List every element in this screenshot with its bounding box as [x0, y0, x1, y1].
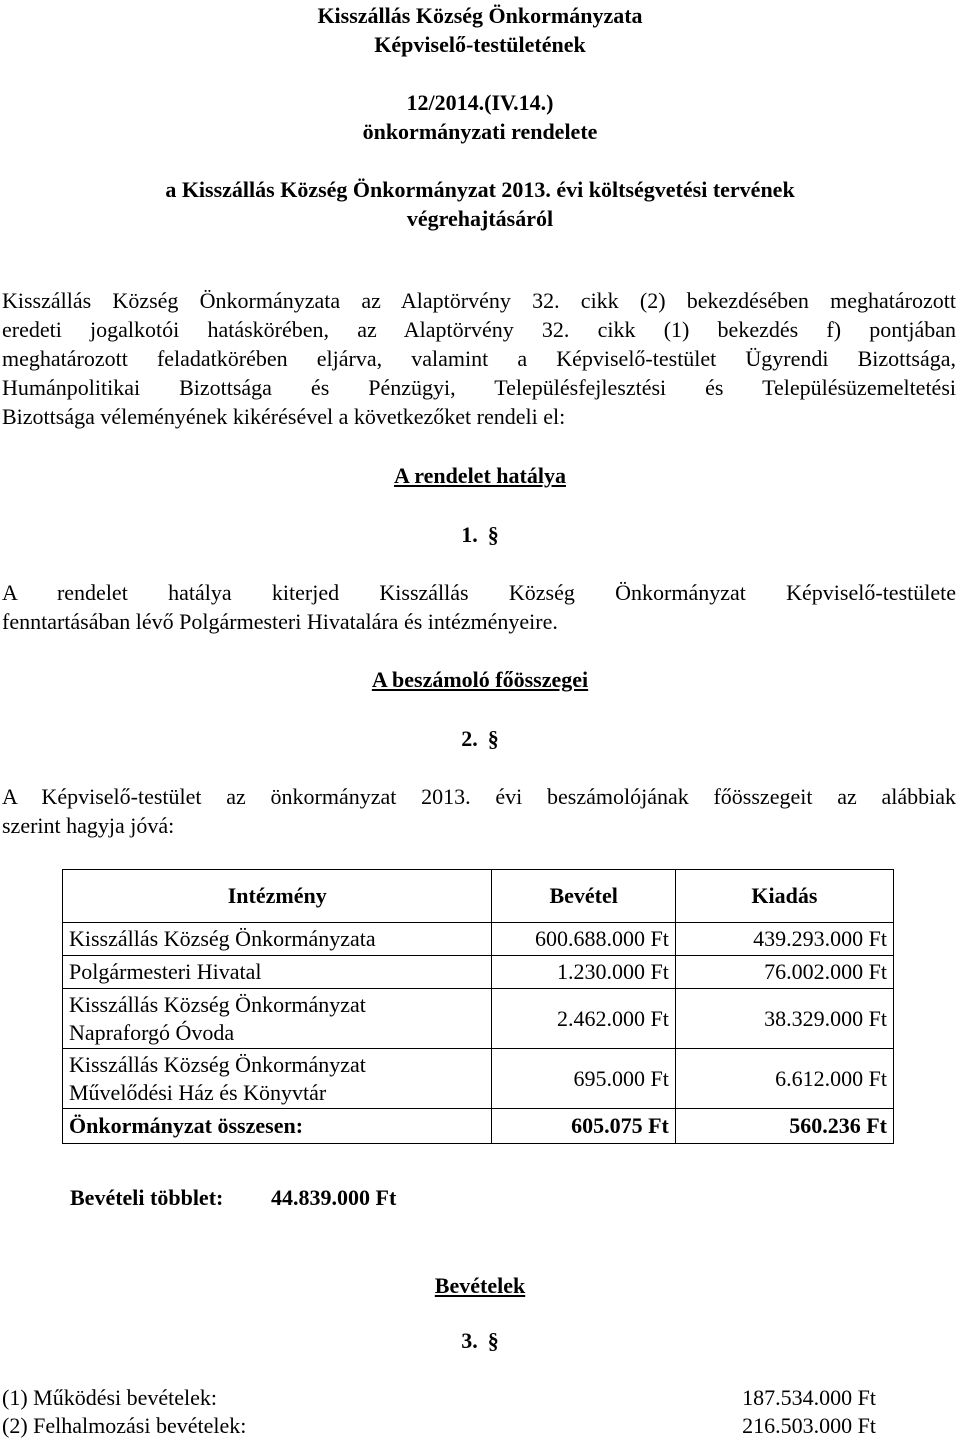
total-income: 605.075 Ft [492, 1109, 675, 1144]
section-2-heading [0, 725, 960, 753]
preamble-line-4: Humánpolitikai Bizottsága és Pénzügyi, Településfejlesztési és Településüzemeltetési [2, 375, 956, 400]
row-income: 2.462.000 Ft [492, 989, 675, 1049]
section-2-line-1: A Képviselő-testület az önkormányzat 2013. évi beszámolójának főösszegeit az alábbiak [2, 784, 956, 809]
section-1-line-2: fenntartásában lévő Polgármesteri Hivatalára és intézményeire. [2, 609, 558, 634]
section-2-number: 2. [461, 726, 478, 751]
section-1-heading [0, 521, 960, 549]
section-1-number: 1. [461, 522, 478, 547]
decree-subject-2: végrehajtásáról [406, 206, 554, 231]
row-expense: 76.002.000 Ft [675, 956, 893, 989]
table-row [63, 1049, 894, 1109]
header-expense: Kiadás [675, 870, 893, 923]
row-expense: 439.293.000 Ft [675, 923, 893, 956]
income-item-label: (2) Felhalmozási bevételek: [2, 1413, 247, 1438]
section-sign-icon: § [487, 726, 499, 751]
section-1-line-1: A rendelet hatálya kiterjed Kisszállás Község Önkormányzat Képviselő-testülete [2, 580, 956, 605]
table-row [63, 989, 894, 1049]
surplus-label: Bevételi többlet: [70, 1185, 224, 1210]
decree-subject-1: a Kisszállás Község Önkormányzat 2013. évi költségvetési tervének [165, 177, 795, 202]
income-item-label: (1) Működési bevételek: [2, 1385, 218, 1410]
preamble-line-5: Bizottsága véleményének kikérésével a következőket rendeli el: [2, 404, 566, 429]
header-income: Bevétel [492, 870, 675, 923]
summary-table [62, 869, 894, 1144]
row-institution [63, 1049, 492, 1109]
income-item-value: 187.534.000 Ft [742, 1385, 876, 1410]
total-expense: 560.236 Ft [675, 1109, 893, 1144]
institution-name: Kisszállás Község Önkormányzata [69, 926, 376, 951]
decree-type: önkormányzati rendelete [362, 119, 598, 144]
preamble-line-3: meghatározott feladatkörében eljárva, valamint a Képviselő-testület Ügyrendi Bizottsága, [2, 346, 956, 371]
institution-name: Kisszállás Község Önkormányzat [69, 1051, 366, 1077]
preamble-line-2: eredeti jogalkotói hatáskörében, az Alaptörvény 32. cikk (1) bekezdés f) pontjában [2, 317, 956, 342]
table-total-row [63, 1109, 894, 1144]
section-3-title: Bevételek [434, 1273, 526, 1298]
income-item-value: 216.503.000 Ft [742, 1413, 876, 1438]
row-institution [63, 989, 492, 1049]
header-line-1: Kisszállás Község Önkormányzata [317, 3, 643, 28]
surplus-value: 44.839.000 Ft [271, 1185, 397, 1210]
row-income: 1.230.000 Ft [492, 956, 675, 989]
row-institution [63, 956, 492, 989]
section-sign-icon: § [487, 522, 499, 547]
table-row [63, 956, 894, 989]
row-income: 695.000 Ft [492, 1049, 675, 1109]
preamble-line-1: Kisszállás Község Önkormányzata az Alaptörvény 32. cikk (2) bekezdésében meghatározott [2, 288, 956, 313]
table-header-row [63, 870, 894, 923]
header-line-2: Képviselő-testületének [374, 32, 586, 57]
section-sign-icon: § [487, 1328, 499, 1353]
section-3-number: 3. [461, 1328, 478, 1353]
section-2-line-2: szerint hagyja jóvá: [2, 813, 175, 838]
institution-subname: Napraforgó Óvoda [69, 1019, 235, 1045]
institution-name: Kisszállás Község Önkormányzat [69, 991, 366, 1017]
section-2-title: A beszámoló főösszegei [371, 667, 589, 692]
row-income: 600.688.000 Ft [492, 923, 675, 956]
row-expense: 38.329.000 Ft [675, 989, 893, 1049]
table-row [63, 923, 894, 956]
total-label: Önkormányzat összesen: [63, 1109, 492, 1144]
section-3-heading [0, 1327, 960, 1355]
decree-number: 12/2014.(IV.14.) [406, 90, 554, 115]
institution-subname: Művelődési Ház és Könyvtár [69, 1079, 327, 1105]
section-1-title: A rendelet hatálya [394, 463, 566, 488]
header-institution: Intézmény [63, 870, 492, 923]
row-expense: 6.612.000 Ft [675, 1049, 893, 1109]
row-institution [63, 923, 492, 956]
institution-name: Polgármesteri Hivatal [69, 959, 262, 984]
